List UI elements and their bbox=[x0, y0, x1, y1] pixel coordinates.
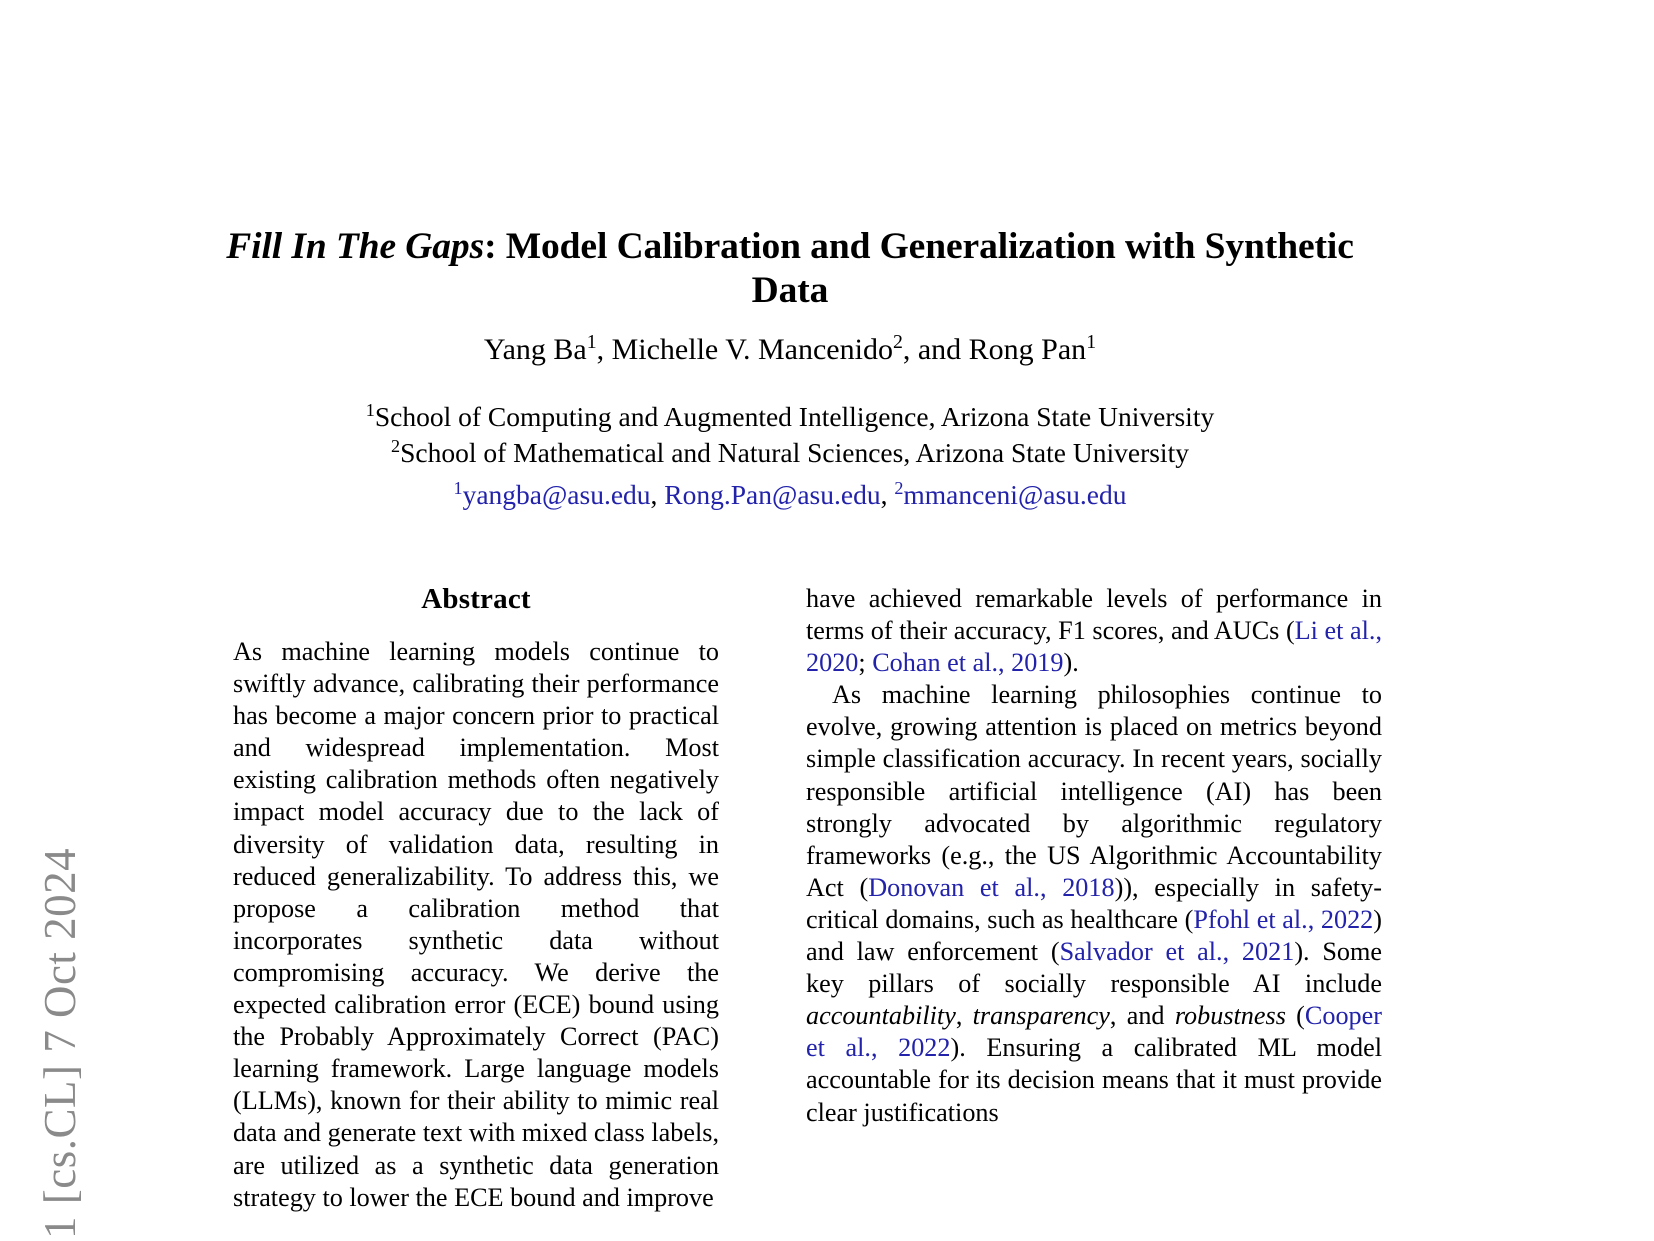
affiliation-1-text: School of Computing and Augmented Intelligence, Arizona State University bbox=[374, 401, 1215, 432]
intro-p1-mid: ; bbox=[858, 648, 873, 678]
term-accountability: accountability bbox=[806, 1001, 956, 1031]
author-1-affil-mark: 1 bbox=[586, 331, 597, 353]
abstract-text: As machine learning models continue to swiftly advance, calibrating their performance has become a major concern prior to practical and widespread implementation. Most existing calibration methods often negatively impact model accuracy due to the lack of diversity of validation data, resulting in reduced generalizability. To address this, we propose a calibration method that incorporates synthetic data without compromising accuracy. We derive the expected calibration error (ECE) bound using the Probably Approximately Correct (PAC) learning framework. Large language models (LLMs), known for their ability to mimic real data and generate text with mixed class labels, are utilized as a synthetic data generation strategy to lower the ECE bound and improve bbox=[233, 637, 719, 1212]
intro-p2-s1: As machine learning philosophies continue to evolve, growing attention is placed on metrics beyond simple classification accuracy. In recent years, socially responsible artificial intelligence (AI) has been strongly advocated by algorithmic regulatory frameworks (e.g., the US Algorithmic Accountability Act ( bbox=[806, 680, 1382, 902]
author-3-affil-mark: 1 bbox=[1086, 331, 1097, 353]
intro-p2-s7: ( bbox=[1285, 1001, 1305, 1031]
term-robustness: robustness bbox=[1174, 1001, 1286, 1031]
email-1-mark: 1 bbox=[453, 477, 463, 498]
email-link-3[interactable]: mmanceni@asu.edu bbox=[903, 479, 1127, 510]
intro-p2-s4: ). Some key pillars of socially responsible AI include bbox=[806, 937, 1382, 999]
left-column bbox=[233, 583, 719, 1214]
email-list bbox=[180, 477, 1400, 513]
page-title bbox=[200, 225, 1380, 313]
abstract-heading: Abstract bbox=[421, 583, 531, 615]
right-column bbox=[806, 583, 1382, 1241]
affiliation-2-mark: 2 bbox=[391, 436, 401, 457]
intro-paragraph-1 bbox=[806, 583, 1382, 679]
author-2-name: Michelle V. Mancenido bbox=[611, 333, 893, 366]
term-transparency: transparency bbox=[972, 1001, 1110, 1031]
author-list bbox=[200, 330, 1380, 369]
email-link-1[interactable]: yangba@asu.edu bbox=[462, 479, 651, 510]
affiliation-2-text: School of Mathematical and Natural Sciences, Arizona State University bbox=[400, 437, 1189, 469]
author-2-affil-mark: 2 bbox=[892, 331, 903, 353]
citation-pfohl-2022[interactable]: Pfohl et al., 2022 bbox=[1193, 904, 1374, 934]
citation-li-2020[interactable]: Li et al., 2020 bbox=[806, 616, 1382, 678]
title-rest: : Model Calibration and Generalization with Synthetic Data bbox=[484, 226, 1354, 311]
arxiv-stamp-text: 1 [cs.CL] 7 Oct 2024 bbox=[35, 847, 85, 1239]
title-block bbox=[200, 200, 1380, 338]
email-2-mark: 2 bbox=[894, 477, 904, 498]
email-link-2[interactable]: Rong.Pan@asu.edu bbox=[664, 479, 881, 510]
affiliation-1 bbox=[180, 399, 1400, 435]
intro-p2-s5: , bbox=[955, 1001, 973, 1031]
arxiv-stamp bbox=[0, 0, 120, 1241]
citation-donovan-2018[interactable]: Donovan et al., 2018 bbox=[868, 872, 1115, 902]
email-sep-2: , bbox=[880, 479, 895, 510]
intro-p2-s2: )), especially in safety-critical domains, such as healthcare ( bbox=[806, 872, 1382, 934]
citation-cohan-2019[interactable]: Cohan et al., 2019 bbox=[872, 648, 1064, 678]
author-sep-2: , and bbox=[902, 333, 969, 366]
intro-p1-pre: have achieved remarkable levels of performance in terms of their accuracy, F1 scores, and AUCs ( bbox=[806, 584, 1382, 646]
affiliation-2 bbox=[180, 435, 1400, 471]
intro-p2-s8: ). Ensuring a calibrated ML model accountable for its decision means that it must provide clear justifications bbox=[806, 1033, 1382, 1127]
intro-p2-s6: , and bbox=[1109, 1001, 1175, 1031]
author-3-name: Rong Pan bbox=[968, 333, 1087, 366]
affiliation-1-mark: 1 bbox=[365, 399, 375, 420]
intro-p1-post: ). bbox=[1063, 648, 1079, 678]
email-sep-1: , bbox=[650, 479, 665, 510]
author-1-name: Yang Ba bbox=[483, 333, 587, 366]
citation-salvador-2021[interactable]: Salvador et al., 2021 bbox=[1059, 937, 1295, 967]
affiliation-list bbox=[180, 399, 1400, 472]
author-sep-1: , bbox=[596, 333, 612, 366]
intro-p2-s3: ) and law enforcement ( bbox=[806, 904, 1382, 967]
citation-cooper-2022[interactable]: Cooper et al., 2022 bbox=[806, 1001, 1382, 1063]
title-italic-part: Fill In The Gaps bbox=[226, 226, 485, 268]
intro-paragraph-2 bbox=[806, 679, 1382, 1128]
